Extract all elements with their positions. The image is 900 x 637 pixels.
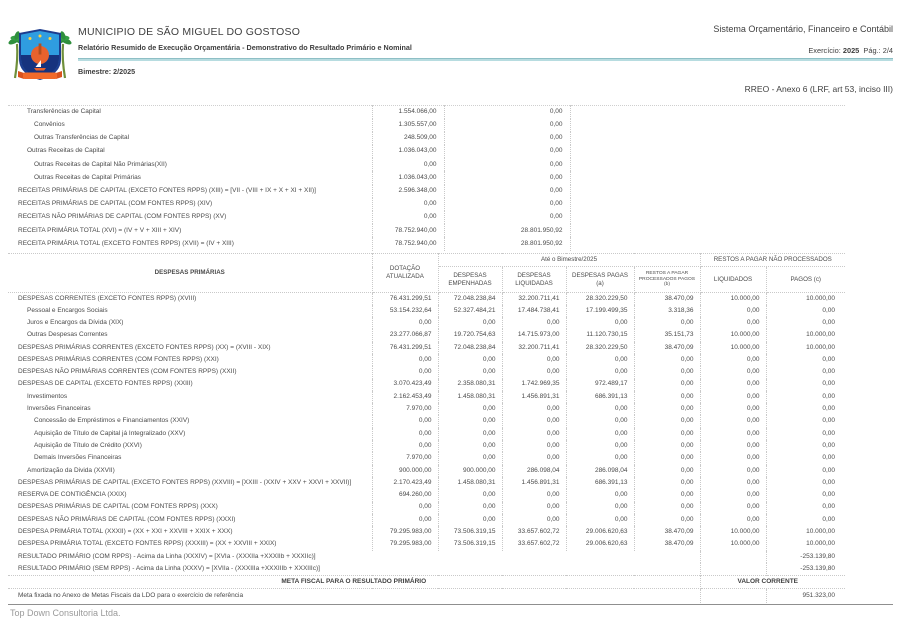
cell-value: 38.470,09 (634, 538, 700, 550)
cell-value: 73.506.319,15 (438, 538, 502, 550)
row-label: DESPESA PRIMÁRIA TOTAL (XXXII) = (XX + XXI + XXVIII + XXIX + XXX) (8, 526, 372, 538)
cell-value: 0,00 (700, 403, 766, 415)
col-header-despesas-primarias: DESPESAS PRIMÁRIAS (8, 254, 372, 293)
cell-value: 53.154.232,64 (372, 305, 438, 317)
cell-value: 0,00 (634, 502, 700, 514)
cell-value: 0,00 (502, 452, 566, 464)
cell-value: 38.470,09 (634, 526, 700, 538)
cell-value: 972.489,17 (566, 379, 634, 391)
table-row (8, 132, 845, 145)
cell-value: 0,00 (822, 515, 835, 523)
cell-value: 0,00 (634, 317, 700, 329)
table-row (8, 514, 845, 526)
footer-divider (8, 604, 893, 605)
cell-value: 0,00 (822, 429, 835, 437)
cell-value: 10.000,00 (806, 343, 835, 351)
cell-value: 0,00 (634, 514, 700, 526)
valor-corrente-header: VALOR CORRENTE (700, 575, 845, 589)
cell-value: 17.199.499,35 (566, 305, 634, 317)
table-row (8, 391, 845, 403)
cell-value: 29.006.620,63 (566, 526, 634, 538)
cell-value: 76.431.299,51 (372, 293, 438, 305)
cell-value: 286.098,04 (566, 465, 634, 477)
cell-value: 0,00 (700, 391, 766, 403)
row-label: Concessão de Empréstimos e Financiamentos (XXIV) (8, 415, 372, 427)
cell-value: 3.070.423,49 (372, 379, 438, 391)
table-row (8, 158, 845, 171)
cell-value: 3.318,36 (634, 305, 700, 317)
cell-value: 0,00 (566, 440, 634, 452)
page-number: Pág.: 2/4 (863, 46, 893, 55)
municipality-name: MUNICIPIO DE SÃO MIGUEL DO GOSTOSO (78, 26, 301, 38)
row-label: RECEITAS PRIMÁRIAS DE CAPITAL (COM FONTES RPPS) (XIV) (8, 198, 372, 211)
row-label: Juros e Encargos da Dívida (XIX) (8, 317, 372, 329)
exercise-value: 2025 (842, 46, 860, 55)
meta-fiscal-header-row (8, 575, 845, 589)
cell-value: 29.006.620,63 (566, 538, 634, 550)
cell-value: 72.048.238,84 (438, 342, 502, 354)
col-header-dotacao-atualizada: DOTAÇÃO ATUALIZADA (372, 254, 438, 293)
col-header-pagos: PAGOS (c) (766, 267, 845, 293)
cell-value: 0,00 (502, 514, 566, 526)
receitas-primarias-table (8, 105, 845, 251)
cell-value: 23.277.066,87 (372, 329, 438, 341)
cell-value: 10.000,00 (700, 538, 766, 550)
cell-result: -253.139,80 (800, 564, 835, 572)
footer-company-name: Top Down Consultoria Ltda. (10, 608, 121, 618)
cell-value: 0,00 (502, 403, 566, 415)
row-label: Transferências de Capital (8, 106, 372, 119)
table-row (8, 452, 845, 464)
cell-value: 0,00 (438, 502, 502, 514)
cell-value: 0,00 (438, 415, 502, 427)
cell-value: 0,00 (438, 317, 502, 329)
table-row (8, 563, 845, 575)
meta-fixada-row (8, 589, 845, 603)
header-divider (78, 58, 893, 61)
table-row (8, 379, 845, 391)
row-label: DESPESAS PRIMÁRIAS DE CAPITAL (EXCETO FONTES RPPS) (XXVIII) = [XXIII - (XXIV + XXV + XXVI + XXVII)] (8, 477, 372, 489)
table-row (8, 428, 845, 440)
cell-value: 0,00 (822, 441, 835, 449)
row-label: DESPESAS PRIMÁRIAS CORRENTES (COM FONTES RPPS) (XXI) (8, 354, 372, 366)
cell-dotacao-atualizada: 0,00 (372, 198, 444, 211)
cell-blank (570, 145, 845, 158)
cell-value: 0,00 (438, 354, 502, 366)
cell-value: 79.295.983,00 (372, 538, 438, 550)
group-header-restos-nao-processados: RESTOS A PAGAR NÃO PROCESSADOS (700, 254, 845, 267)
cell-ate-bimestre: 0,00 (444, 198, 570, 211)
cell-value: 0,00 (822, 503, 835, 511)
cell-value: 2.162.453,49 (372, 391, 438, 403)
cell-value: 0,00 (372, 514, 438, 526)
cell-ate-bimestre: 0,00 (444, 132, 570, 145)
receitas-body (8, 106, 845, 251)
despesas-primarias-table (8, 253, 845, 603)
cell-value: 0,00 (700, 489, 766, 501)
row-label: Outras Despesas Correntes (8, 329, 372, 341)
table-row (8, 106, 845, 119)
meta-fiscal-section (8, 575, 845, 603)
cell-value: 11.120.730,15 (566, 329, 634, 341)
row-label: RECEITA PRIMÁRIA TOTAL (EXCETO FONTES RPPS) (XVII) = (IV + XIII) (8, 237, 372, 250)
cell-value: 7.970,00 (372, 452, 438, 464)
cell-value: 0,00 (822, 355, 835, 363)
cell-value: 0,00 (566, 366, 634, 378)
cell-value: 1.458.080,31 (438, 391, 502, 403)
row-label: Aquisição de Título de Capital já Integralizado (XXV) (8, 428, 372, 440)
cell-blank (570, 132, 845, 145)
annex-reference: RREO - Anexo 6 (LRF, art 53, inciso III) (744, 84, 893, 94)
cell-value: 14.715.973,00 (502, 329, 566, 341)
cell-value: 0,00 (634, 403, 700, 415)
cell-value: 0,00 (700, 452, 766, 464)
table-row (8, 354, 845, 366)
cell-blank (570, 106, 845, 119)
cell-dotacao-atualizada: 1.036.043,00 (372, 145, 444, 158)
cell-value: 0,00 (372, 428, 438, 440)
cell-value: 1.458.080,31 (438, 477, 502, 489)
cell-value: 0,00 (372, 415, 438, 427)
cell-value: 0,00 (822, 368, 835, 376)
cell-value: 10.000,00 (700, 329, 766, 341)
cell-blank (570, 119, 845, 132)
cell-value: 0,00 (700, 305, 766, 317)
despesas-body (8, 293, 845, 576)
cell-value: 17.484.738,41 (502, 305, 566, 317)
row-label: DESPESA PRIMÁRIA TOTAL (EXCETO FONTES RPPS) (XXXIII) = (XX + XXVIII + XXIX) (8, 538, 372, 550)
cell-value: 0,00 (502, 489, 566, 501)
cell-dotacao-atualizada: 78.752.940,00 (372, 224, 444, 237)
cell-blank (570, 171, 845, 184)
cell-value: 0,00 (634, 489, 700, 501)
cell-result: -253.139,80 (800, 552, 835, 560)
col-header-despesas-pagas: DESPESAS PAGAS (a) (566, 267, 634, 293)
cell-dotacao-atualizada: 0,00 (372, 211, 444, 224)
cell-blank (570, 211, 845, 224)
row-label: Amortização da Divida (XXVII) (8, 465, 372, 477)
cell-dotacao-atualizada: 1.554.066,00 (372, 106, 444, 119)
municipality-crest-logo (8, 22, 72, 86)
table-row (8, 119, 845, 132)
cell-value: 0,00 (372, 366, 438, 378)
cell-value: 10.000,00 (806, 528, 835, 536)
cell-ate-bimestre: 0,00 (444, 211, 570, 224)
table-row (8, 145, 845, 158)
row-label: Outras Receitas de Capital Não Primárias(XII) (8, 158, 372, 171)
cell-value: 33.657.602,72 (502, 526, 566, 538)
row-label: RECEITAS PRIMÁRIAS DE CAPITAL (EXCETO FONTES RPPS) (XIII) = [VII - (VIII + IX + X + XI + XII)] (8, 185, 372, 198)
cell-empty (700, 551, 766, 563)
cell-value: 694.260,00 (372, 489, 438, 501)
cell-value: 1.456.891,31 (502, 477, 566, 489)
cell-value: 0,00 (822, 417, 835, 425)
cell-value: 0,00 (822, 454, 835, 462)
table-row (8, 526, 845, 538)
cell-value: 19.720.754,63 (438, 329, 502, 341)
cell-dotacao-atualizada: 78.752.940,00 (372, 237, 444, 250)
bimester-label: Bimestre: 2/2025 (78, 67, 136, 76)
cell-value: 0,00 (438, 403, 502, 415)
cell-value: 2.358.080,31 (438, 379, 502, 391)
cell-value: 0,00 (700, 379, 766, 391)
cell-value: 10.000,00 (806, 331, 835, 339)
cell-value: 0,00 (438, 440, 502, 452)
cell-value: 0,00 (700, 366, 766, 378)
cell-value: 0,00 (822, 380, 835, 388)
cell-value: 10.000,00 (806, 294, 835, 302)
cell-blank (570, 158, 845, 171)
cell-value: 76.431.299,51 (372, 342, 438, 354)
cell-blank (570, 185, 845, 198)
cell-value: 0,00 (372, 317, 438, 329)
cell-value: 0,00 (700, 415, 766, 427)
cell-blank (570, 198, 845, 211)
row-label: DESPESAS CORRENTES (EXCETO FONTES RPPS) (XVIII) (8, 293, 372, 305)
cell-value: 10.000,00 (700, 526, 766, 538)
cell-value: 10.000,00 (700, 342, 766, 354)
row-label: DESPESAS NÃO PRIMÁRIAS CORRENTES (COM FONTES RPPS) (XXII) (8, 366, 372, 378)
row-label: Inversões Financeiras (8, 403, 372, 415)
cell-value: 0,00 (634, 415, 700, 427)
row-label: Demais Inversões Financeiras (8, 452, 372, 464)
cell-value: 0,00 (372, 502, 438, 514)
cell-ate-bimestre: 28.801.950,92 (444, 237, 570, 250)
cell-value: 0,00 (566, 317, 634, 329)
cell-value: 0,00 (438, 514, 502, 526)
shield (19, 29, 61, 80)
table-row (8, 477, 845, 489)
table-row (8, 237, 845, 250)
cell-value: 1.742.969,35 (502, 379, 566, 391)
cell-value: 35.151,73 (634, 329, 700, 341)
cell-value: 0,00 (566, 452, 634, 464)
cell-value: 0,00 (634, 452, 700, 464)
cell-ate-bimestre: 0,00 (444, 185, 570, 198)
cell-value: 0,00 (822, 466, 835, 474)
cell-value: 28.320.229,50 (566, 342, 634, 354)
cell-value: 7.970,00 (372, 403, 438, 415)
cell-value: 0,00 (822, 478, 835, 486)
cell-value: 0,00 (566, 428, 634, 440)
cell-value: 0,00 (372, 440, 438, 452)
cell-value: 10.000,00 (700, 293, 766, 305)
row-label: Outras Receitas de Capital (8, 145, 372, 158)
table-row (8, 293, 845, 305)
cell-value: 0,00 (822, 491, 835, 499)
cell-ate-bimestre: 0,00 (444, 145, 570, 158)
cell-value: 0,00 (502, 415, 566, 427)
cell-value: 0,00 (438, 489, 502, 501)
row-label: Outras Transferências de Capital (8, 132, 372, 145)
cell-dotacao-atualizada: 248.509,00 (372, 132, 444, 145)
row-label: DESPESAS PRIMÁRIAS CORRENTES (EXCETO FONTES RPPS) (XX) = (XVIII - XIX) (8, 342, 372, 354)
row-label: Pessoal e Encargos Sociais (8, 305, 372, 317)
cell-value: 0,00 (502, 428, 566, 440)
cell-value: 1.456.891,31 (502, 391, 566, 403)
cell-value: 0,00 (502, 440, 566, 452)
cell-empty (700, 563, 766, 575)
cell-value: 0,00 (438, 428, 502, 440)
row-label: RESULTADO PRIMÁRIO (SEM RPPS) - Acima da Linha (XXXV) = [XVIIa - (XXXIIIa +XXXIIIb + XXXIIIc)] (8, 563, 700, 575)
row-label: Convênios (8, 119, 372, 132)
cell-value: 0,00 (634, 379, 700, 391)
despesas-header (8, 254, 845, 293)
cell-value: 32.200.711,41 (502, 293, 566, 305)
cell-value: 0,00 (822, 306, 835, 314)
row-label: DESPESAS PRIMÁRIAS DE CAPITAL (COM FONTES RPPS) (XXX) (8, 502, 372, 514)
cell-value: 286.098,04 (502, 465, 566, 477)
table-row (8, 185, 845, 198)
cell-value: 900.000,00 (438, 465, 502, 477)
row-label: Aquisição de Título de Crédito (XXVI) (8, 440, 372, 452)
cell-blank (570, 224, 845, 237)
col-header-despesas-empenhadas: DESPESAS EMPENHADAS (438, 267, 502, 293)
cell-value: 0,00 (372, 354, 438, 366)
cell-value: 0,00 (700, 477, 766, 489)
cell-dotacao-atualizada: 2.596.348,00 (372, 185, 444, 198)
row-label: Investimentos (8, 391, 372, 403)
row-label: DESPESAS DE CAPITAL (EXCETO FONTES RPPS) (XXIII) (8, 379, 372, 391)
table-row (8, 329, 845, 341)
table-row (8, 224, 845, 237)
cell-value: 0,00 (634, 440, 700, 452)
meta-fixada-empty-cell (700, 589, 766, 603)
cell-value: 33.657.602,72 (502, 538, 566, 550)
cell-value: 38.470,09 (634, 293, 700, 305)
cell-ate-bimestre: 0,00 (444, 119, 570, 132)
cell-value: 0,00 (700, 428, 766, 440)
cell-value: 0,00 (634, 366, 700, 378)
exercise-label: Exercício: (808, 46, 841, 55)
table-row (8, 342, 845, 354)
cell-value: 73.506.319,15 (438, 526, 502, 538)
meta-fixada-value: 951.323,00 (802, 591, 835, 599)
cell-value: 0,00 (634, 391, 700, 403)
table-row (8, 538, 845, 550)
cell-value: 0,00 (502, 366, 566, 378)
cell-value: 686.391,13 (566, 477, 634, 489)
cell-value: 38.470,09 (634, 342, 700, 354)
cell-value: 0,00 (634, 428, 700, 440)
cell-value: 0,00 (634, 477, 700, 489)
table-row (8, 305, 845, 317)
report-title: Relatório Resumido de Execução Orçamentária - Demonstrativo do Resultado Primário e Nominal (78, 43, 412, 52)
cell-value: 0,00 (700, 465, 766, 477)
cell-value: 79.295.983,00 (372, 526, 438, 538)
cell-value: 0,00 (700, 354, 766, 366)
cell-ate-bimestre: 0,00 (444, 171, 570, 184)
table-row (8, 440, 845, 452)
cell-dotacao-atualizada: 1.036.043,00 (372, 171, 444, 184)
table-row (8, 465, 845, 477)
table-row (8, 317, 845, 329)
cell-value: 0,00 (566, 354, 634, 366)
cell-value: 0,00 (502, 317, 566, 329)
table-row (8, 403, 845, 415)
table-row (8, 198, 845, 211)
cell-value: 900.000,00 (372, 465, 438, 477)
row-label: RECEITAS NÃO PRIMÁRIAS DE CAPITAL (COM FONTES RPPS) (XV) (8, 211, 372, 224)
cell-dotacao-atualizada: 1.305.557,00 (372, 119, 444, 132)
col-header-despesas-liquidadas: DESPESAS LIQUIDADAS (502, 267, 566, 293)
meta-fixada-label: Meta fixada no Anexo de Metas Fiscais da LDO para o exercício de referência (8, 589, 700, 603)
cell-value: 0,00 (502, 502, 566, 514)
row-label: Outras Receitas de Capital Primárias (8, 171, 372, 184)
system-name: Sistema Orçamentário, Financeiro e Contábil (713, 24, 893, 34)
exercise-page-line (808, 46, 893, 55)
row-label: DESPESAS NÃO PRIMÁRIAS DE CAPITAL (COM FONTES RPPS) (XXXI) (8, 514, 372, 526)
cell-ate-bimestre: 0,00 (444, 106, 570, 119)
cell-value: 0,00 (700, 317, 766, 329)
cell-value: 10.000,00 (806, 540, 835, 548)
cell-value: 72.048.238,84 (438, 293, 502, 305)
table-row (8, 211, 845, 224)
cell-value: 2.170.423,49 (372, 477, 438, 489)
cell-value: 0,00 (634, 465, 700, 477)
cell-value: 0,00 (700, 502, 766, 514)
cell-value: 0,00 (566, 514, 634, 526)
cell-value: 0,00 (502, 354, 566, 366)
cell-value: 686.391,13 (566, 391, 634, 403)
row-label: RESULTADO PRIMÁRIO (COM RPPS) - Acima da Linha (XXXIV) = [XVIa - (XXXIIa +XXXIIb + XXXIIc)] (8, 551, 700, 563)
table-row (8, 366, 845, 378)
cell-ate-bimestre: 0,00 (444, 158, 570, 171)
cell-dotacao-atualizada: 0,00 (372, 158, 444, 171)
cell-value: 0,00 (566, 489, 634, 501)
group-header-ate-bimestre: Até o Bimestre/2025 (438, 254, 700, 267)
cell-value: 28.320.229,50 (566, 293, 634, 305)
table-row (8, 489, 845, 501)
cell-value: 0,00 (566, 502, 634, 514)
cell-value: 0,00 (700, 514, 766, 526)
cell-value: 0,00 (822, 405, 835, 413)
cell-value: 52.327.484,21 (438, 305, 502, 317)
cell-ate-bimestre: 28.801.950,92 (444, 224, 570, 237)
table-row (8, 551, 845, 563)
table-row (8, 415, 845, 427)
cell-value: 0,00 (566, 403, 634, 415)
table-row (8, 171, 845, 184)
cell-value: 0,00 (700, 440, 766, 452)
col-header-liquidados: LIQUIDADOS (700, 267, 766, 293)
meta-fiscal-section-title: META FISCAL PARA O RESULTADO PRIMÁRIO (8, 575, 700, 589)
cell-value: 0,00 (822, 318, 835, 326)
col-header-restos-processados-pagos: RESTOS A PAGAR PROCESSADOS PAGOS (b) (634, 267, 700, 293)
cell-value: 0,00 (438, 452, 502, 464)
cell-blank (570, 237, 845, 250)
table-row (8, 502, 845, 514)
cell-value: 32.200.711,41 (502, 342, 566, 354)
row-label: RESERVA DE CONTIGÊNCIA (XXIX) (8, 489, 372, 501)
cell-value: 0,00 (822, 392, 835, 400)
cell-value: 0,00 (634, 354, 700, 366)
cell-value: 0,00 (438, 366, 502, 378)
cell-value: 0,00 (566, 415, 634, 427)
row-label: RECEITA PRIMÁRIA TOTAL (XVI) = (IV + V + XIII + XIV) (8, 224, 372, 237)
